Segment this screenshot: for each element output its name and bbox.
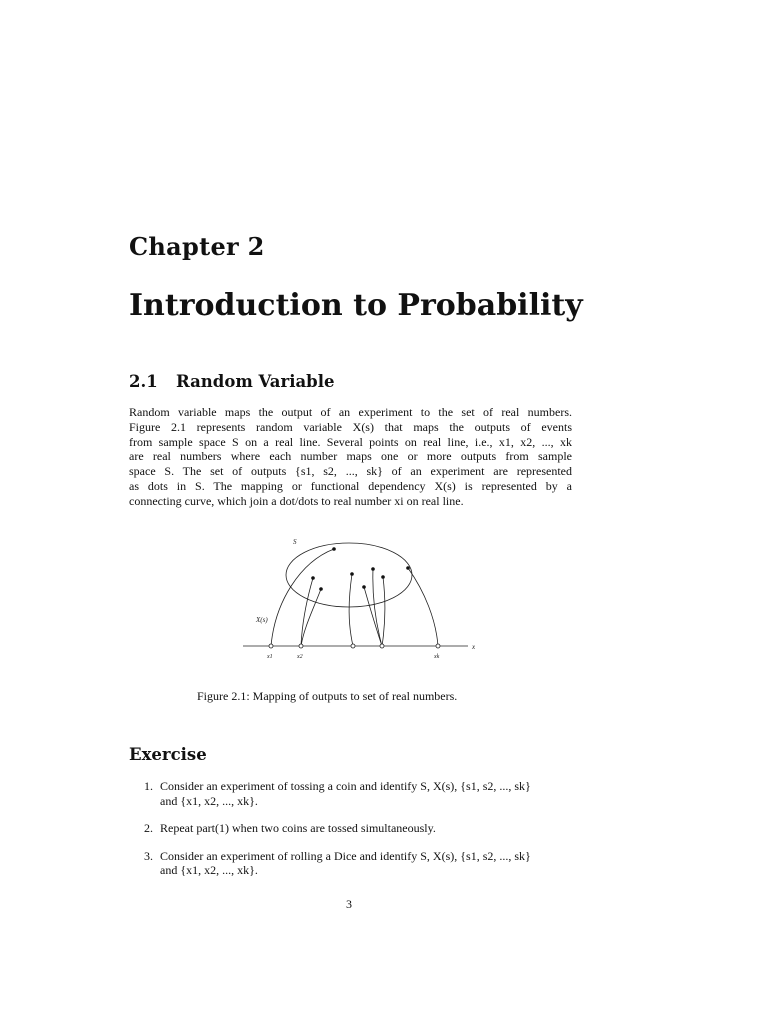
mapping-curves [271, 549, 438, 646]
exercise-item [144, 779, 584, 808]
mapping-diagram-svg [240, 532, 484, 662]
section-number: 2.1 [129, 372, 158, 391]
exercise-number: 1. [144, 779, 153, 793]
exercise-text-line: and {x1, x2, ..., xk}. [160, 793, 258, 808]
exercise-item [144, 849, 584, 878]
exercise-text-line: and {x1, x2, ..., xk}. [160, 863, 258, 877]
paragraph-line: are real numbers where each number maps one or more outputs from sample [129, 449, 572, 464]
sample-space-ellipse [286, 543, 412, 607]
exercise-text-line: Consider an experiment of rolling a Dice and identify S, X(s), {s1, s2, ..., sk} [160, 848, 531, 863]
tick-label-xk: xk [434, 654, 440, 660]
exercise-heading: Exercise [129, 745, 207, 764]
exercise-number: 3. [144, 848, 153, 863]
figure-mapping-diagram [240, 532, 484, 662]
exercise-list [144, 779, 584, 891]
paragraph-line: space S. The set of outputs {s1, s2, ..., sk} of an experiment are represented [129, 464, 572, 478]
exercise-text-line: Consider an experiment of tossing a coin and identify S, X(s), {s1, s2, ..., sk} [160, 779, 531, 793]
section-heading [129, 372, 334, 391]
axis-label: x [472, 643, 476, 651]
tick-label-x1: x1 [267, 654, 273, 660]
output-dots [311, 547, 410, 591]
paragraph-line: from sample space S on a real line. Several points on real line, i.e., x1, x2, ..., xk [129, 434, 572, 449]
section-paragraph [129, 405, 572, 508]
mapping-label: X(s) [256, 616, 268, 624]
exercise-text-line: Repeat part(1) when two coins are tossed simultaneously. [160, 821, 436, 835]
paragraph-line: Random variable maps the output of an experiment to the set of real numbers. [129, 405, 572, 419]
paragraph-line: Figure 2.1 represents random variable X(s) that maps the outputs of events [129, 419, 572, 434]
exercise-item [144, 821, 584, 836]
exercise-number: 2. [144, 821, 153, 835]
paragraph-line: as dots in S. The mapping or functional dependency X(s) is represented by a [129, 478, 572, 493]
set-label: S [293, 538, 297, 546]
page-number: 3 [346, 897, 352, 911]
chapter-title: Introduction to Probability [129, 288, 583, 323]
chapter-label: Chapter 2 [129, 232, 265, 261]
tick-label-x2: x2 [297, 654, 303, 660]
section-title: Random Variable [176, 372, 335, 391]
figure-caption: Figure 2.1: Mapping of outputs to set of real numbers. [197, 689, 458, 703]
paragraph-line: connecting curve, which join a dot/dots to real number xi on real line. [129, 493, 464, 508]
